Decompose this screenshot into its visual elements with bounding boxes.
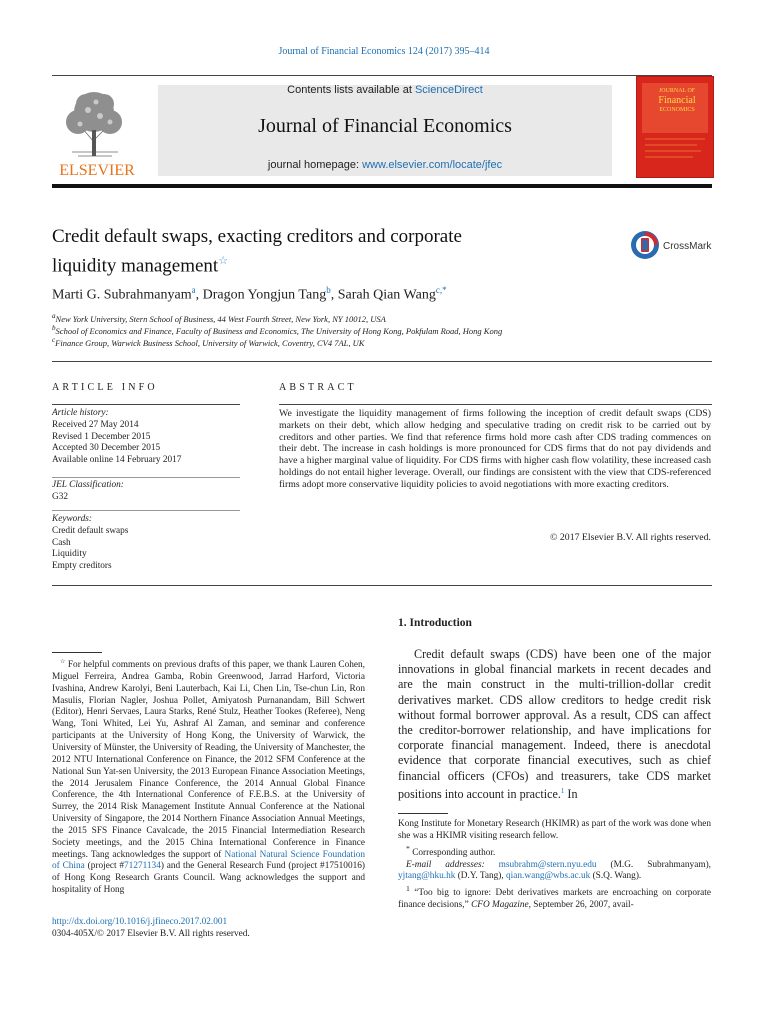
footnote-rule (398, 813, 448, 814)
author-list: Marti G. Subrahmanyam$^a$, Dragon Yongjun Tang$^b$, Sarah Qian Wang$^{c,*}$ (52, 285, 447, 303)
author-name[interactable]: Marti G. Subrahmanyam (52, 287, 192, 303)
project-link[interactable]: 71271134 (124, 861, 161, 872)
email-link[interactable]: qian.wang@wbs.ac.uk (506, 871, 591, 882)
keywords-label: Keywords: (52, 514, 92, 524)
affiliation: $^a$New York University, Stern School of Business, 44 West Fourth Street, New York, NY 10012, USA (52, 312, 386, 324)
contents-prefix: Contents lists available at (287, 84, 415, 96)
article-history (52, 408, 181, 467)
doi-block (52, 916, 250, 940)
email-link[interactable]: yjtang@hku.hk (398, 871, 456, 882)
contents-line (158, 84, 612, 96)
acknowledgement-footnote: ☆ For helpful comments on previous drafts of this paper, we thank Lauren Cohen, Miguel Ferreira, Andrea Gamba, Robin Greenwood, Jarrad Harford, Victoria Ivashina, Andrew Karolyi, Beni Lauterbach, Kai Li, Chen Lin, Tse-chun Lin, Ron Masulis, Florian Nagler, Joshua Pollet, Amiyatosh Purnanandam, Bill Schwert (Editor), Henri Servaes, Laura Starks, René Stulz, Heather Tookes (Referee), Neng Wang, Toni Whited, Lei Yu, Ashraf Al Zaman, and seminar and conference participants at the University of Hong Kong, the University of Warwick, the University of Münster, the University of Reading, the University of Manchester, the 2012 NTU International Conference on Finance, the 2012 SFM Conference at the National Sun Yat-sen University, the 2013 European Finance Association Meetings, the 2014 Jerusalem Finance Conference, the 2014 Annual Global Finance Conference, the 4th International Conference of F.E.B.S. at the University of Surrey, the 2014 Risk Management Institute Annual Conference at the National University of Singapore, the 2014 Northern Finance Association Annual Meetings, the 2015 SFS Finance Cavalcade, the 2015 Financial Intermediation Research Society meetings, and the 2015 China International Conference in Finance meetings. Tang acknowledges the support of National Natural Science Foundation of China (project #71271134) and the General Research Fund (project #17510016) of Hong Kong Research Grants Council. Wang acknowledges the support and hospitality of Hong (52, 659, 366, 896)
homepage-line (158, 159, 612, 171)
article-info-divider (52, 477, 240, 478)
journal-title: Journal of Financial Economics (258, 115, 512, 137)
footnote-ref[interactable]: 1 (560, 786, 565, 795)
footnote-rule (52, 652, 102, 653)
header-thick-rule (52, 184, 712, 188)
keywords (52, 514, 128, 573)
article-info-divider (52, 510, 240, 511)
title-line2: liquidity management (52, 255, 219, 277)
crossmark-icon (630, 229, 714, 261)
history-item: Revised 1 December 2015 (52, 431, 151, 442)
author-affiliation-mark[interactable]: a (191, 285, 196, 295)
crossmark-badge[interactable] (630, 229, 714, 261)
elsevier-tree-icon (52, 82, 142, 178)
keyword: Empty creditors (52, 561, 112, 572)
article-info-heading: ARTICLE INFO (52, 382, 158, 393)
history-item: Accepted 30 December 2015 (52, 443, 161, 454)
title-line1: Credit default swaps, exacting creditors and corporate (52, 226, 462, 247)
affiliation: $^c$Finance Group, Warwick Business School, University of Warwick, Coventry, CV4 7AL, UK (52, 336, 365, 348)
cover-line3: ECONOMICS (659, 107, 695, 113)
affiliation: $^b$School of Economics and Finance, Faculty of Business and Economics, The University of Hong Kong, Pokfulam Road, Hong Kong (52, 324, 503, 336)
author-name[interactable]: Sarah Qian Wang (337, 287, 436, 303)
header-top-rule (52, 75, 712, 76)
cover-line2: Financial (658, 95, 696, 106)
jel-classification (52, 480, 124, 504)
acknowledgement-continued: Kong Institute for Monetary Research (HKIMR) as part of the work was done when she was a HKIMR visiting research fellow. (398, 819, 711, 841)
keyword: Cash (52, 537, 71, 548)
footnotes-continued (398, 819, 711, 912)
elsevier-logo (52, 82, 142, 178)
sciencedirect-link[interactable]: ScienceDirect (414, 84, 483, 96)
affiliation-rule (52, 361, 712, 362)
nsfc-link[interactable]: National Natural Science Foundation of China (52, 849, 366, 872)
email-addresses: E-mail addresses: msubrahm@stern.nyu.edu (M.G. Subrahmanyam), yjtang@hku.hk (D.Y. Tang), qian.wang@wbs.ac.uk (S.Q. Wang). (398, 859, 711, 882)
author-name[interactable]: Dragon Yongjun Tang (202, 287, 327, 303)
footnote-1: $^1$ “Too big to ignore: Debt derivatives markets are encroaching on corporate finance decisions,” CFO Magazine, September 26, 2007, avail- (398, 884, 711, 911)
keyword: Credit default swaps (52, 525, 129, 536)
cover-line1: JOURNAL OF (658, 88, 696, 94)
journal-cover-icon (637, 77, 713, 177)
article-info-rule (52, 404, 240, 405)
history-item: Available online 14 February 2017 (52, 455, 182, 466)
paper-title (52, 225, 552, 278)
homepage-prefix: journal homepage: (267, 159, 363, 171)
title-footnote-star[interactable]: ☆ (218, 255, 229, 267)
homepage-link[interactable]: www.elsevier.com/locate/jfec (362, 159, 503, 171)
abstract-copyright: © 2017 Elsevier B.V. All rights reserved. (550, 532, 711, 543)
section-heading-introduction: 1. Introduction (398, 617, 472, 629)
body-rule (52, 585, 712, 586)
history-item: Received 27 May 2014 (52, 419, 139, 430)
issn-copyright: 0304-405X/© 2017 Elsevier B.V. All rights reserved. (52, 929, 250, 939)
journal-cover[interactable] (636, 76, 714, 178)
abstract-rule (279, 404, 712, 405)
keyword: Liquidity (52, 549, 87, 560)
introduction-paragraph: Credit default swaps (CDS) have been one of the major innovations in global financial markets in recent decades and are the main construct in the multi-trillion-dollar credit derivatives market. CDS allow creditors to hedge credit risk without formal borrower approval. As a result, CDS can affect the creditor-borrower relationship, and have implications for corporate financial management. Indeed, there is anecdotal evidence that corporate financial executives, such as chief financial officers (CFOs) and treasurers, take CDS market positions into account in practice.$^1$ In (398, 647, 711, 801)
publisher-logo-text: ELSEVIER (59, 162, 135, 178)
doi-link[interactable]: http://dx.doi.org/10.1016/j.jfineco.2017.02.001 (52, 917, 228, 927)
history-label: Article history: (52, 408, 109, 418)
jel-code: G32 (52, 491, 69, 502)
crossmark-label: CrossMark (663, 241, 712, 252)
journal-reference[interactable]: Journal of Financial Economics 124 (2017) 395–414 (278, 46, 490, 57)
footnote-star: ☆ (60, 659, 66, 665)
author-affiliation-mark[interactable]: b (326, 285, 331, 295)
abstract-heading: ABSTRACT (279, 382, 357, 393)
abstract-text: We investigate the liquidity management of firms following the inception of credit default swaps (CDS) markets on their debt, which allow hedging and speculative trading on credit risk to be carried out by creditors and other parties. We find that reference firms hold more cash after CDS trading commences on their debt. The increase in cash holdings is more pronounced for CDS firms that do not pay dividends and have a higher marginal value of liquidity. For CDS firms with higher cash flow volatility, these increased cash holdings do not entail higher leverage. Overall, our findings are consistent with the view that CDS-referenced firms adopt more conservative liquidity policies to avoid negotiations with more exacting creditors. (279, 408, 711, 490)
corresponding-author-note: * Corresponding author. (406, 843, 496, 858)
author-affiliation-mark[interactable]: c,* (435, 285, 447, 295)
email-link[interactable]: msubrahm@stern.nyu.edu (498, 859, 597, 870)
jel-label: JEL Classification: (52, 480, 124, 490)
